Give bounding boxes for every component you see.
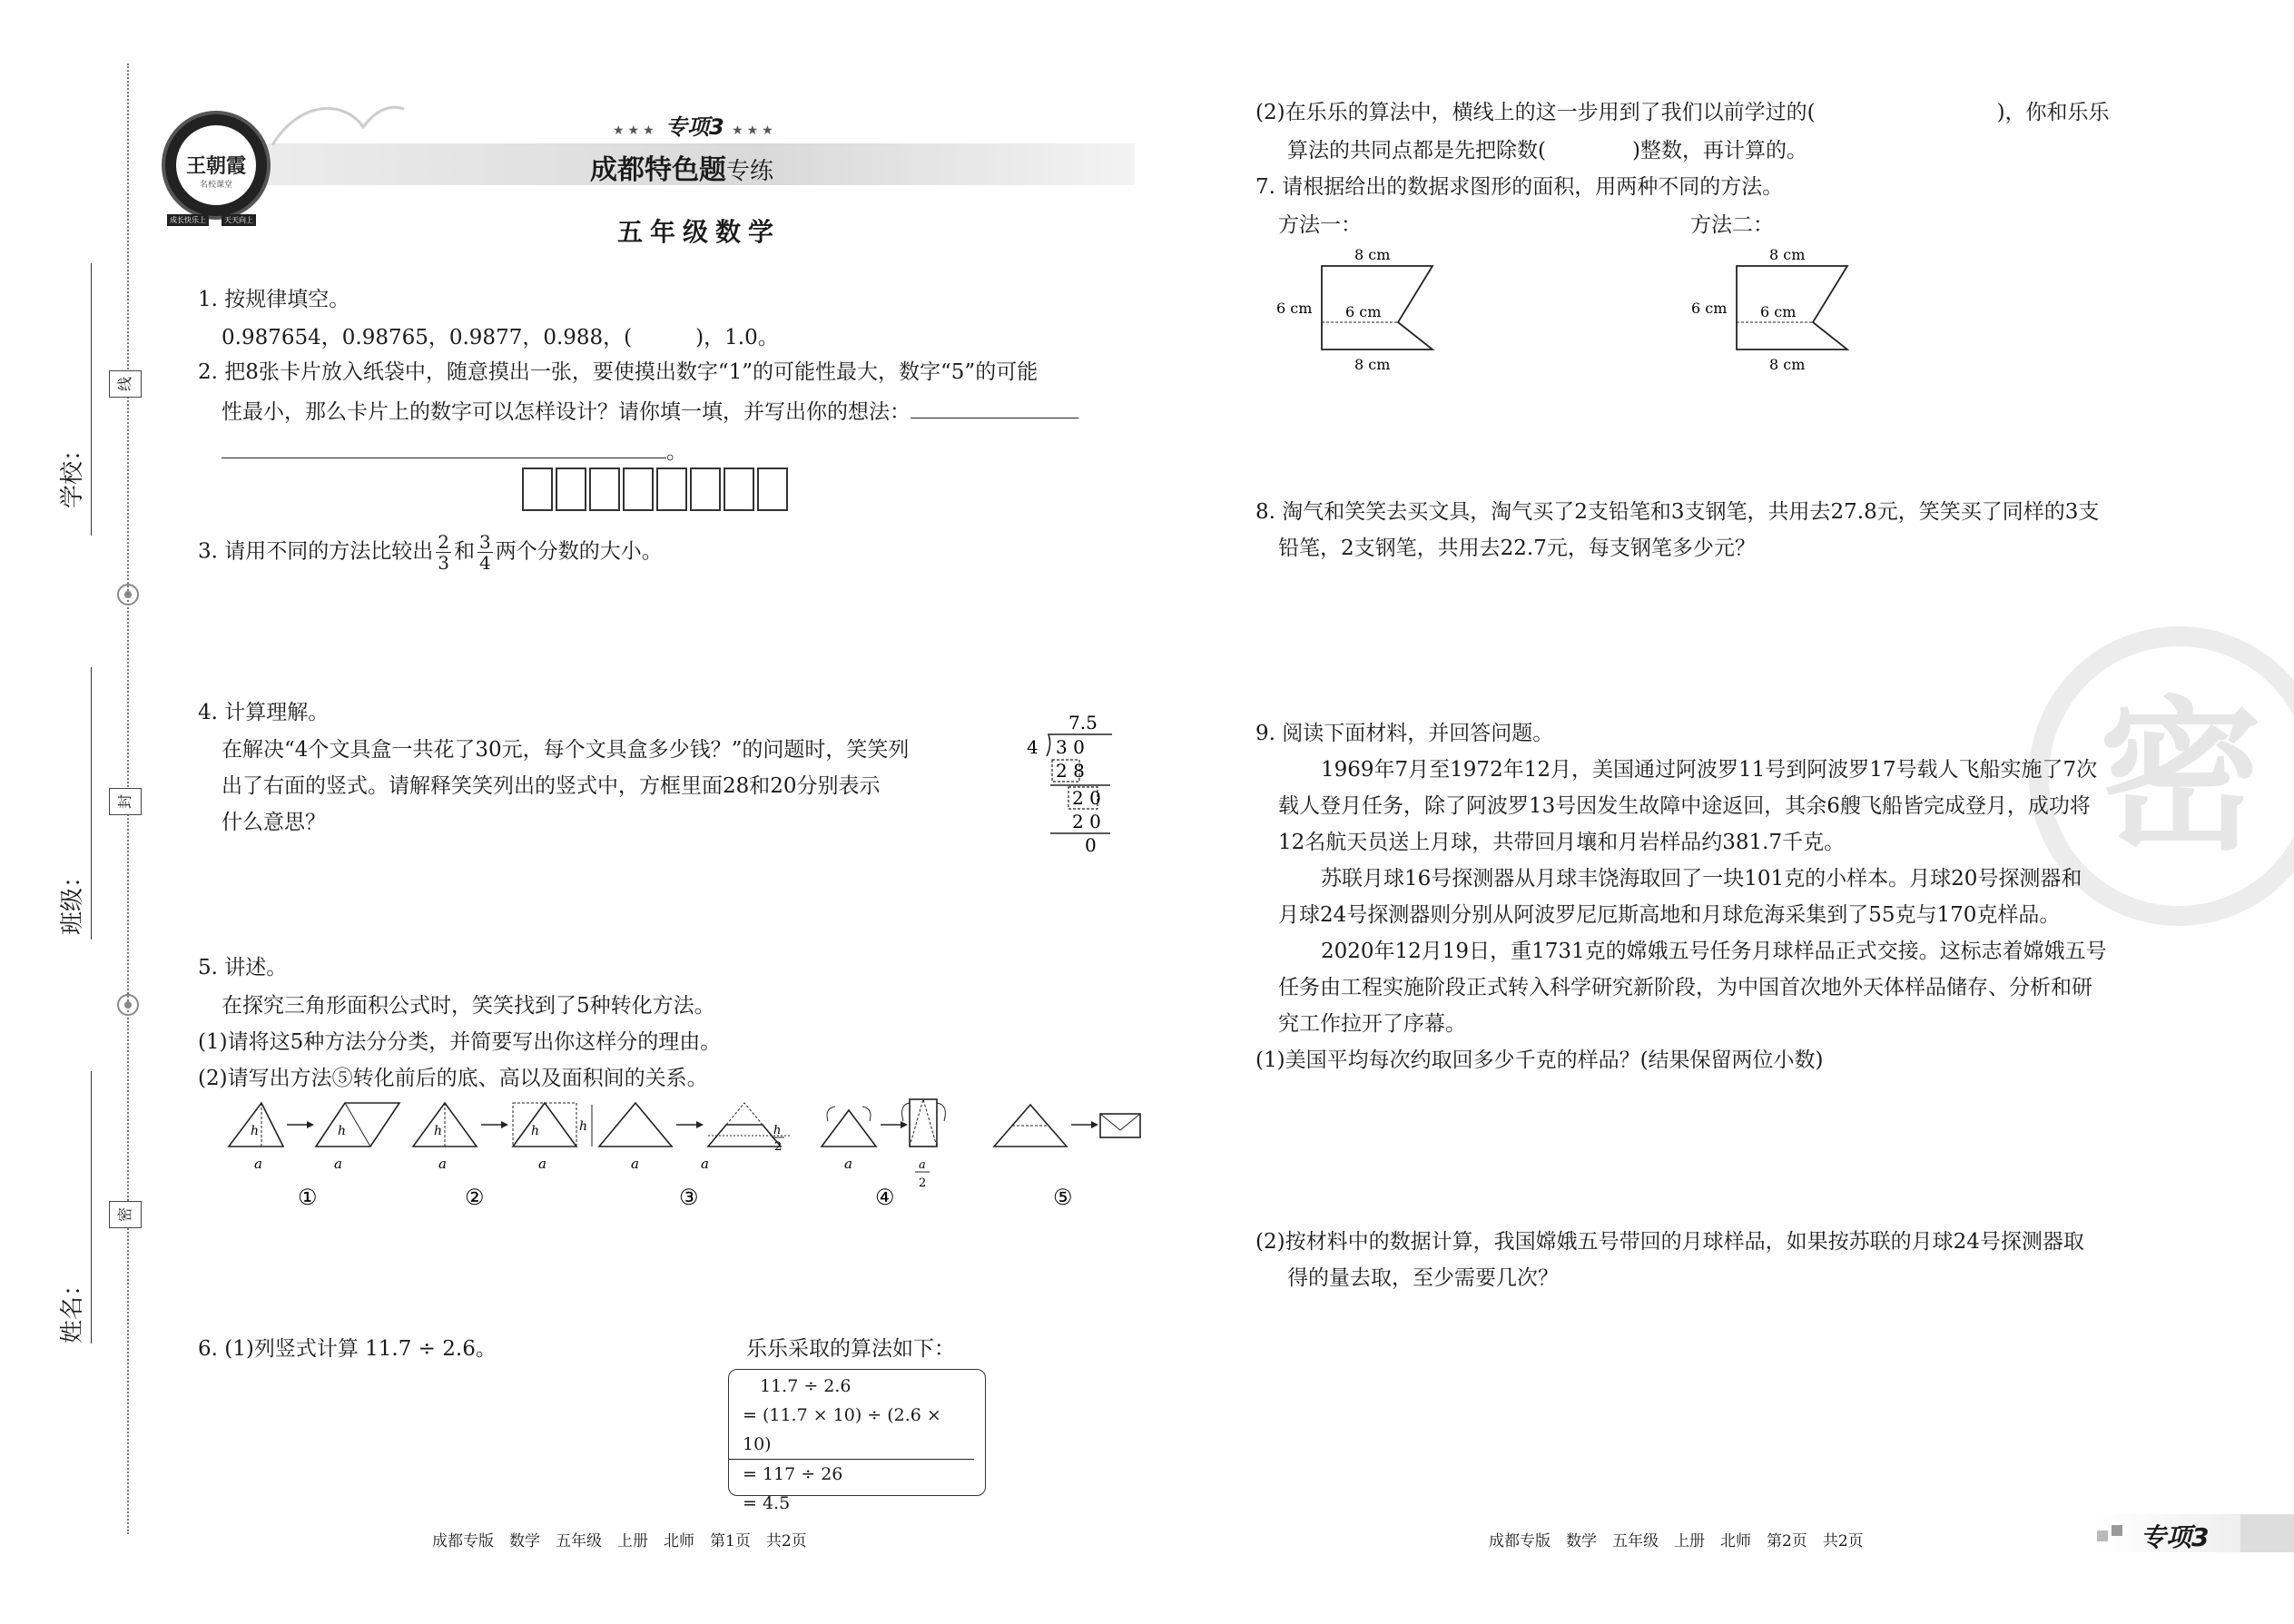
q9-sub2-l1: (2)按材料中的数据计算，我国嫦娥五号带回的月球样品，如果按苏联的月球24号探测器取 (1255, 1230, 2084, 1254)
svg-text:8 cm: 8 cm (1769, 246, 1806, 263)
q9-sub2-l2: 得的量去取，至少需要几次？ (1287, 1266, 1559, 1290)
name-label: 姓名： (59, 1272, 86, 1343)
q9-p3-l3: 究工作拉开了序幕。 (1278, 1012, 1466, 1036)
logo-small-top: 名校课堂 (199, 181, 232, 190)
class-line (91, 667, 92, 940)
footer-tab (2097, 1514, 2294, 1552)
q5-sub1: (1)请将这5种方法分分类，并简要写出你这样分的理由。 (198, 1030, 722, 1054)
svg-text:h: h (434, 1124, 443, 1138)
division-divisor: 4 (1027, 736, 1039, 758)
svg-text:a: a (538, 1156, 546, 1172)
svg-text:a: a (334, 1156, 342, 1172)
q8-line1: 8. 淘气和笑笑去买文具，淘气买了2支铅笔和3支钢笔，共用去27.8元，笑笑买了同样的3支 (1255, 500, 2100, 524)
footer-tab-label: 专项3 (2141, 1522, 2210, 1552)
svg-text:2: 2 (919, 1176, 927, 1190)
card-box[interactable] (522, 468, 553, 511)
line-mark-2: 封 (109, 788, 142, 815)
method-label-4: ④ (875, 1185, 895, 1207)
q9-p2-l1: 苏联月球16号探测器从月球丰饶海取回了一块101克的小样本。月球20号探测器和 (1321, 867, 2082, 891)
q9-p3-l1: 2020年12月19日，重1731克的嫦娥五号任务月球样品正式交接。这标志着嫦娥五号 (1321, 940, 2107, 963)
svg-text:a: a (438, 1156, 447, 1172)
q6-lele-title: 乐乐采取的算法如下： (746, 1337, 955, 1361)
division-remainder: 0 (1085, 834, 1097, 856)
svg-text:8 cm: 8 cm (1769, 356, 1806, 373)
division-dividend: 3 0 (1056, 736, 1085, 758)
header-badge (613, 109, 777, 141)
stars-right: ★★★ (732, 123, 777, 138)
method-3-diagram (579, 1103, 790, 1172)
q5-title: 5. 讲述。 (198, 956, 288, 979)
lele-line-4: = 4.5 (743, 1493, 791, 1513)
q6-title: 6. (1)列竖式计算 11.7 ÷ 2.6。 (198, 1337, 497, 1361)
q9-sub1: (1)美国平均每次约取回多少千克的样品？(结果保留两位小数) (1255, 1048, 1824, 1072)
q6-lele-box (728, 1369, 986, 1513)
q5-line1: 在探究三角形面积公式时，笑笑找到了5种转化方法。 (222, 994, 715, 1018)
division-step2: 2 0 (1072, 787, 1101, 809)
badge-label: 专项3 (665, 114, 724, 140)
svg-text:a: a (844, 1156, 852, 1172)
q1-sequence: 0.987654，0.98765，0.9877，0.988，( )，1.0。 (222, 326, 779, 349)
q4-title: 4. 计算理解。 (198, 701, 330, 724)
name-line (91, 1071, 92, 1343)
q7-figure-2 (1686, 241, 1867, 377)
q2-line2: 性最小，那么卡片上的数字可以怎样设计？请你填一填，并写出你的想法： (222, 392, 1078, 430)
card-box[interactable] (690, 468, 721, 511)
svg-text:h: h (579, 1119, 588, 1134)
q9-p1-l1: 1969年7月至1972年12月，美国通过阿波罗11号到阿波罗17号载人飞船实施了7次 (1321, 758, 2098, 782)
q6-sub2-line2: 算法的共同点都是先把除数( )整数，再计算的。 (1287, 139, 1807, 162)
q8-line2: 铅笔，2支钢笔，共用去22.7元，每支钢笔多少元？ (1278, 536, 1756, 560)
q9-p3-l2: 任务由工程实施阶段正式转入科学研究新阶段，为中国首次地外天体样品储存、分析和研 (1278, 976, 2092, 999)
method-2-diagram (413, 1103, 576, 1172)
q4-line3: 什么意思？ (222, 811, 326, 834)
card-box[interactable] (724, 468, 754, 511)
q5-transform-diagrams (218, 1094, 1153, 1207)
binding-margin (0, 0, 145, 1624)
watermark-text: 密 (2098, 683, 2262, 872)
svg-text:8 cm: 8 cm (1354, 246, 1391, 263)
logo-badge (162, 111, 271, 224)
page-subtitle: 五年级数学 (617, 217, 782, 247)
q5-sub2: (2)请写出方法⑤转化前后的底、高以及面积间的关系。 (198, 1067, 708, 1090)
q2-card-boxes (522, 468, 791, 515)
line-mark-3: 密 (109, 1201, 142, 1228)
q1-title: 1. 按规律填空。 (198, 288, 350, 311)
card-box[interactable] (623, 468, 654, 511)
card-box[interactable] (656, 468, 687, 511)
method-label-1: ① (298, 1185, 318, 1207)
method-label-5: ⑤ (1053, 1185, 1073, 1207)
q9-p1-l2: 载人登月任务，除了阿波罗13号因发生故障中途返回，其余6艘飞船皆完成登月，成功将 (1278, 794, 2091, 818)
method-label-3: ③ (679, 1185, 699, 1207)
svg-text:2: 2 (774, 1140, 783, 1154)
school-label: 学校： (59, 437, 86, 508)
svg-text:h: h (531, 1124, 540, 1138)
flower-mark-1 (114, 581, 142, 608)
q7-method1: 方法一： (1278, 213, 1362, 237)
class-label: 班级： (59, 863, 86, 935)
fraction-two-thirds: $\frac{2}{3}$ (438, 531, 449, 574)
svg-text:a: a (254, 1156, 262, 1172)
q2-answer-line-1[interactable] (911, 392, 1078, 418)
card-box[interactable] (757, 468, 788, 511)
line-mark-1: 线 (109, 370, 142, 398)
svg-text:h: h (338, 1124, 347, 1138)
title-main: 成都特色题 (590, 154, 726, 186)
flower-mark-2 (114, 991, 142, 1019)
title-suffix: 专练 (726, 158, 774, 185)
svg-text:8 cm: 8 cm (1354, 356, 1391, 373)
q4-line2: 出了右面的竖式。请解释笑笑列出的竖式中，方框里面28和20分别表示 (222, 774, 881, 798)
svg-text:6 cm: 6 cm (1345, 303, 1382, 320)
method-label-2: ② (465, 1185, 485, 1207)
svg-text:6 cm: 6 cm (1691, 300, 1728, 317)
lele-line-2: = (11.7 × 10) ÷ (2.6 × 10) (729, 1401, 974, 1460)
card-box[interactable] (589, 468, 620, 511)
footer-left: 成都专版 数学 五年级 上册 北师 第1页 共2页 (432, 1532, 807, 1550)
lele-line-3: = 117 ÷ 26 (743, 1464, 843, 1484)
fraction-three-quarters: $\frac{3}{4}$ (479, 531, 491, 574)
long-division (1021, 713, 1121, 858)
svg-text:h: h (773, 1124, 782, 1137)
svg-text:6 cm: 6 cm (1276, 300, 1313, 317)
q6-sub2-line1: (2)在乐乐的算法中，横线上的这一步用到了我们以前学过的( )，你和乐乐 (1255, 101, 2110, 124)
svg-text:a: a (701, 1156, 709, 1172)
footer-right: 成都专版 数学 五年级 上册 北师 第2页 共2页 (1489, 1532, 1864, 1550)
q2-line1: 2. 把8张卡片放入纸袋中，随意摸出一张，要使摸出数字“1”的可能性最大，数字“5”的可能 (198, 360, 1039, 384)
q9-p1-l3: 12名航天员送上月球，共带回月壤和月岩样品约381.7千克。 (1278, 831, 1846, 854)
svg-text:a: a (631, 1156, 639, 1172)
lele-line-1: 11.7 ÷ 2.6 (760, 1376, 852, 1396)
method-1-diagram (229, 1103, 399, 1172)
division-step3: 2 0 (1072, 811, 1101, 832)
svg-text:a: a (919, 1158, 926, 1172)
school-line (91, 263, 92, 536)
division-quotient: 7.5 (1068, 713, 1098, 733)
logo-small-left: 成长快乐上 (167, 214, 209, 226)
q9-title: 9. 阅读下面材料，并回答问题。 (1255, 722, 1554, 745)
q7-method2: 方法二： (1690, 213, 1774, 237)
method-4-diagram (822, 1099, 945, 1190)
logo-text: 王朝霞 (185, 154, 246, 178)
q7-figure-1 (1271, 241, 1452, 377)
svg-text:6 cm: 6 cm (1760, 303, 1797, 320)
card-box[interactable] (556, 468, 586, 511)
method-5-diagram (994, 1105, 1140, 1147)
q2-line3: 。 (222, 432, 687, 470)
division-step1: 2 8 (1056, 760, 1085, 782)
page-title (590, 147, 773, 187)
ribbon-decoration (263, 91, 409, 154)
q2-answer-line-2[interactable] (222, 432, 666, 458)
q3-line: 3. 请用不同的方法比较出 $\frac{2}{3}$ 和 $\frac{3}{4}$ 两个分数的大小。 (198, 531, 663, 574)
q4-line1: 在解决“4个文具盒一共花了30元，每个文具盒多少钱？”的问题时，笑笑列 (222, 738, 910, 762)
logo-small-right: 天天向上 (222, 214, 256, 226)
q9-p2-l2: 月球24号探测器则分别从阿波罗尼厄斯高地和月球危海采集到了55克与170克样品。 (1278, 903, 2061, 927)
q7-title: 7. 请根据给出的数据求图形的面积，用两种不同的方法。 (1255, 175, 1784, 199)
svg-text:h: h (251, 1124, 260, 1138)
stars-left: ★★★ (613, 123, 658, 138)
